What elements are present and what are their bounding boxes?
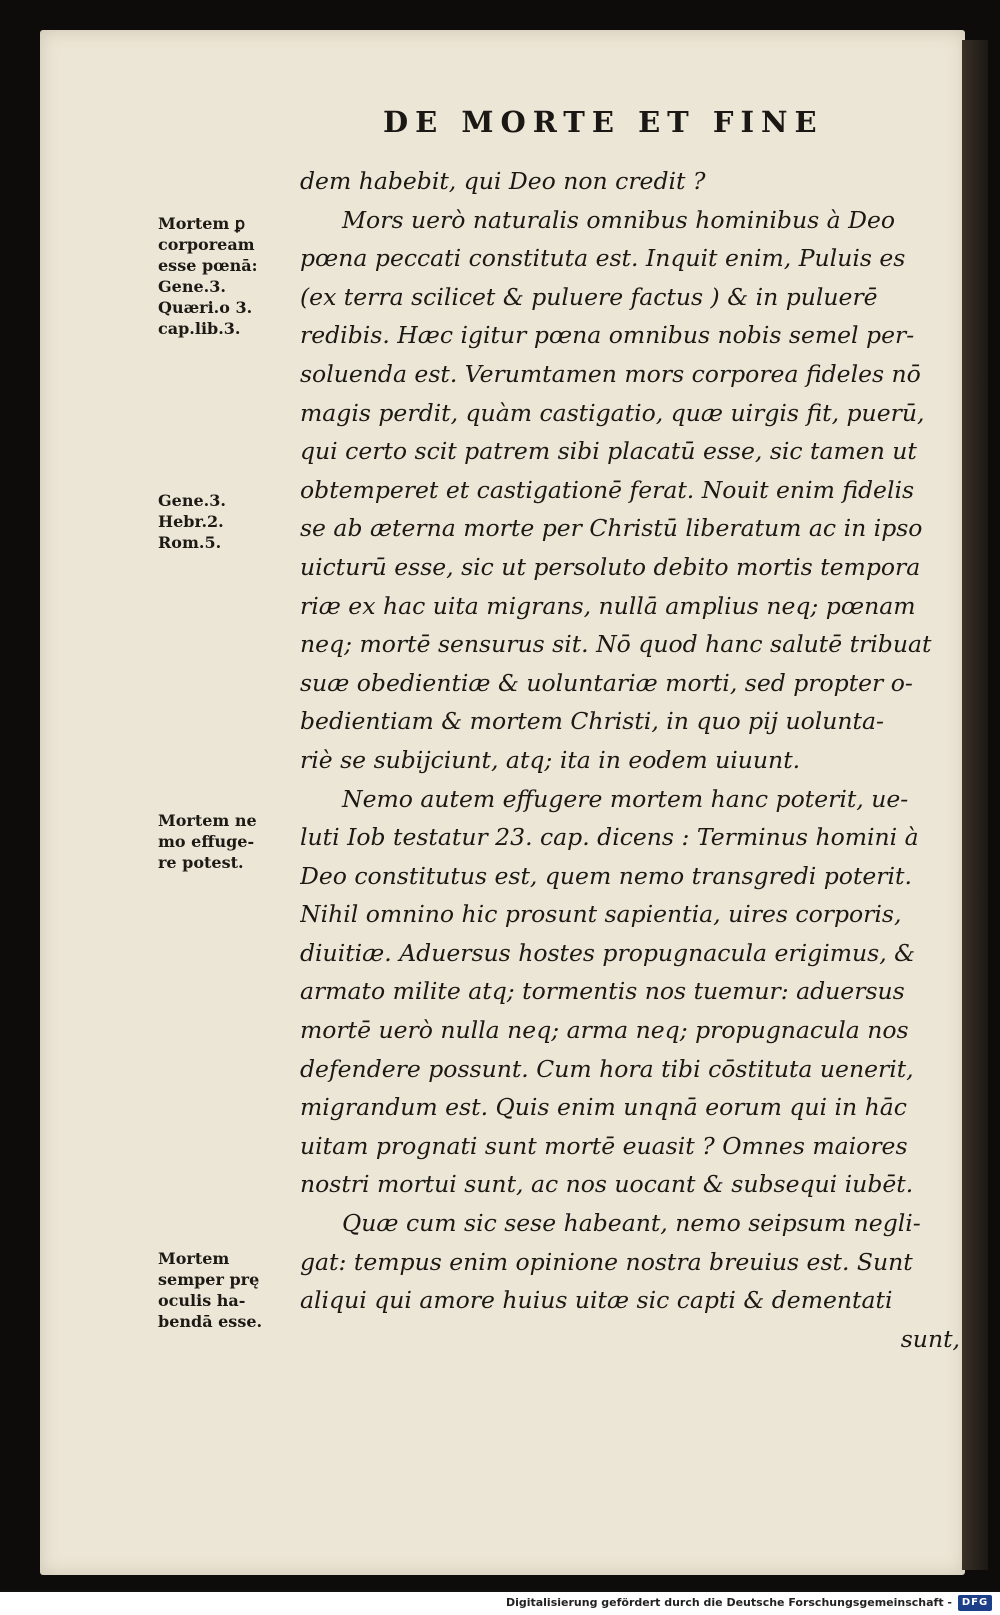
marginal-note-line: Quæri.o 3.: [158, 298, 253, 317]
body-line: obtemperet et castigationē ferat. Nouit enim fidelis: [300, 475, 915, 504]
body-line: soluenda est. Verumtamen mors corporea fideles nō: [300, 359, 921, 388]
marginal-note-line: Rom.5.: [158, 533, 222, 552]
body-line: pœna peccati constituta est. Inquit enim, Puluis es: [300, 244, 906, 273]
body-line: (ex terra scilicet & puluere factus ) & in puluerē: [300, 282, 878, 311]
body-line: neq; mortē sensurus sit. Nō quod hanc salutē tribuat: [300, 630, 932, 659]
dfg-logo: DFG: [958, 1595, 992, 1611]
marginal-note-line: Mortem: [158, 1249, 230, 1268]
body-line: uicturū esse, sic ut persoluto debito mortis tempora: [300, 552, 921, 581]
marginal-note-line: bendā esse.: [158, 1312, 263, 1331]
body-line: bedientiam & mortem Christi, in quo pij uolunta-: [300, 707, 884, 736]
body-line: gat: tempus enim opinione nostra breuius est. Sunt: [300, 1247, 913, 1276]
marginal-note-line: Gene.3.: [158, 277, 226, 296]
marginal-note-line: mo effuge-: [158, 832, 255, 851]
body-line: riè se subijciunt, atq; ita in eodem uiuunt.: [300, 745, 801, 774]
marginal-note: [158, 213, 293, 339]
body-line: migrandum est. Quis enim unqnā eorum qui in hāc: [300, 1093, 907, 1122]
body-line: redibis. Hæc igitur pœna omnibus nobis semel per-: [300, 321, 915, 350]
body-line: uitam prognati sunt mortē euasit ? Omnes maiores: [300, 1131, 908, 1160]
body-line: Nemo autem effugere mortem hanc poterit, ue-: [342, 784, 909, 813]
body-line: luti Iob testatur 23. cap. dicens : Terminus homini à: [300, 823, 919, 852]
body-line: Mors uerò naturalis omnibus hominibus à Deo: [342, 205, 896, 234]
body-line-catchword: sunt,: [900, 1324, 960, 1353]
body-line: riæ ex hac uita migrans, nullā amplius neq; pœnam: [300, 591, 916, 620]
body-line: nostri mortui sunt, ac nos uocant & subsequi iubēt.: [300, 1170, 914, 1199]
body-line: se ab æterna morte per Christū liberatum ac in ipso: [300, 514, 923, 543]
marginal-note: [158, 490, 293, 553]
body-line: Nihil omnino hic prosunt sapientia, uires corporis,: [300, 900, 902, 929]
marginal-note-line: esse pœnā:: [158, 256, 258, 275]
body-line: magis perdit, quàm castigatio, quæ uirgis fit, puerū,: [300, 398, 925, 427]
body-line: Quæ cum sic sese habeant, nemo seipsum negli-: [342, 1209, 921, 1238]
marginal-note-line: cap.lib.3.: [158, 319, 241, 338]
marginal-note-line: oculis ha-: [158, 1291, 246, 1310]
body-line: Deo constitutus est, quem nemo transgredi poterit.: [300, 861, 912, 890]
marginal-note-line: Mortem ne: [158, 811, 257, 830]
marginal-note-line: Gene.3.: [158, 491, 226, 510]
body-line: armato milite atq; tormentis nos tuemur: aduersus: [300, 977, 905, 1006]
funding-credit: Digitalisierung gefördert durch die Deutsche Forschungsgemeinschaft -: [505, 1596, 952, 1609]
digitization-footer: [0, 1592, 1000, 1615]
marginal-note-line: corpoream: [158, 235, 255, 254]
marginal-note: [158, 810, 293, 873]
body-line: diuitiæ. Aduersus hostes propugnacula erigimus, &: [300, 938, 916, 967]
body-line: suæ obedientiæ & uoluntariæ morti, sed propter o-: [300, 668, 913, 697]
marginal-note-line: semper prę: [158, 1270, 260, 1289]
book-edge: [962, 40, 988, 1570]
marginal-note-line: Hebr.2.: [158, 512, 224, 531]
body-line: aliqui qui amore huius uitæ sic capti & dementati: [300, 1286, 893, 1315]
marginal-note-line: Mortem ꝑ: [158, 214, 246, 233]
marginal-note-line: re potest.: [158, 853, 244, 872]
marginal-note: [158, 1248, 293, 1332]
running-title: DE MORTE ET FINE: [383, 105, 824, 139]
body-line: defendere possunt. Cum hora tibi cōstituta uenerit,: [300, 1054, 914, 1083]
body-line: mortē uerò nulla neq; arma neq; propugnacula nos: [300, 1016, 909, 1045]
body-line: dem habebit, qui Deo non credit ?: [300, 167, 706, 195]
body-text: [300, 162, 960, 1358]
body-line: qui certo scit patrem sibi placatū esse, sic tamen ut: [300, 437, 917, 466]
